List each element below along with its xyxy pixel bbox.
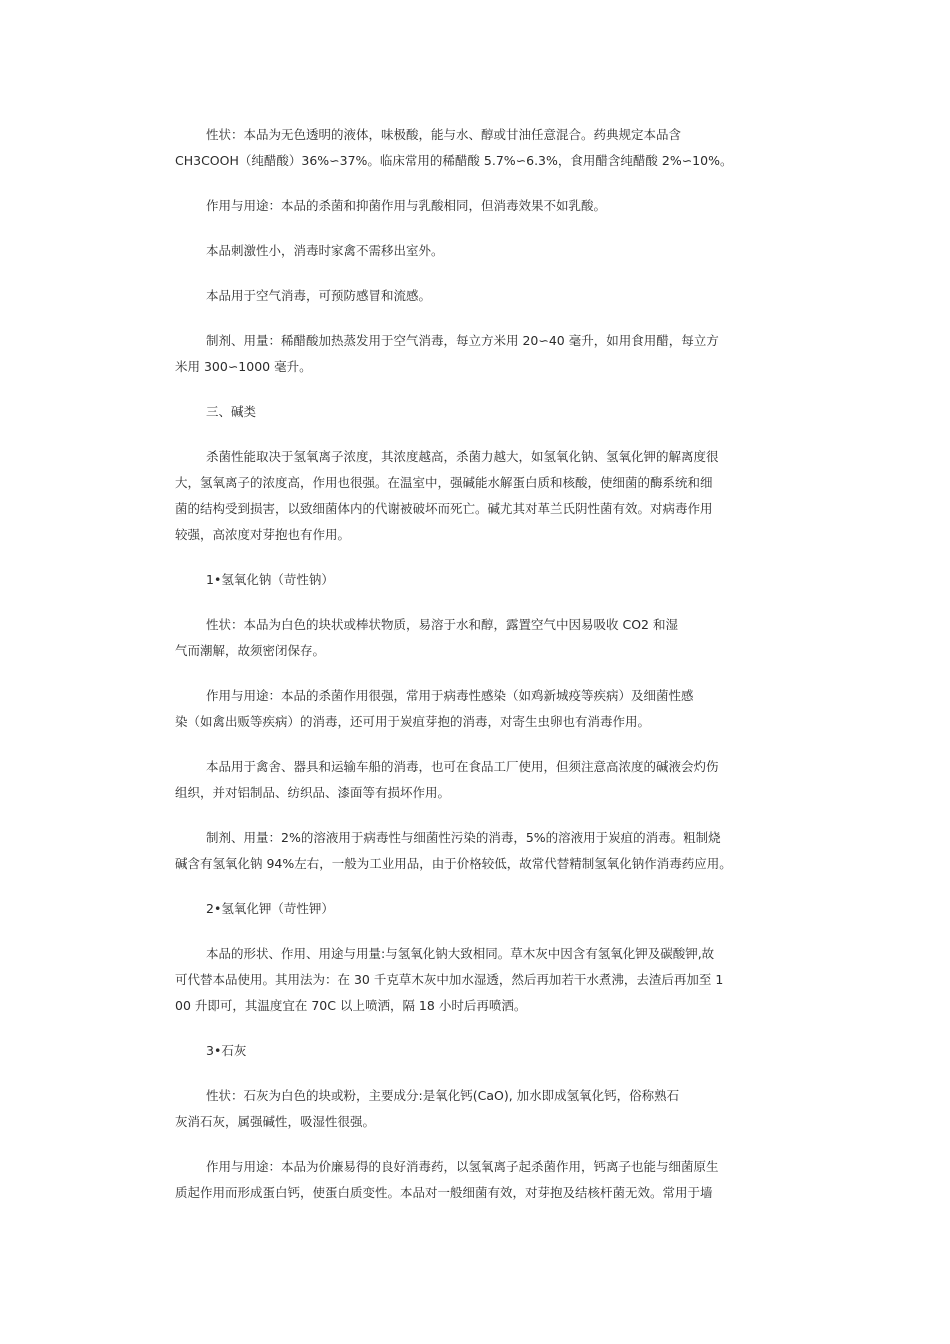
- paragraph-acetic-dosage: [175, 328, 780, 380]
- text-line: 灰消石灰，属强碱性，吸湿性很强。: [175, 1114, 376, 1129]
- paragraph-alkali-intro: [175, 444, 780, 548]
- text-line: CH3COOH（纯醋酸）36%∽37%。临床常用的稀醋酸 5.7%∽6.3%，食用醋含纯醋酸 2%∽10%。: [175, 153, 733, 168]
- text-line: 米用 300∽1000 毫升。: [175, 359, 312, 374]
- subheading-sodium-hydroxide: [175, 567, 780, 593]
- text-line: 质起作用而形成蛋白钙，使蛋白质变性。本品对一般细菌有效，对芽抱及结核杆菌无效。常用于墙: [175, 1185, 713, 1200]
- text-line: 2•氢氧化钾（苛性钾）: [206, 901, 334, 916]
- text-line: 作用与用途：本品的杀菌和抑菌作用与乳酸相同，但消毒效果不如乳酸。: [206, 198, 607, 213]
- text-line: 本品用于禽舍、器具和运输车船的消毒，也可在食品工厂使用，但须注意高浓度的碱液会灼伤: [206, 759, 719, 774]
- text-line: 较强，高浓度对芽抱也有作用。: [175, 527, 351, 542]
- paragraph-acetic-properties: [175, 122, 780, 174]
- paragraph-naoh-properties: [175, 612, 780, 664]
- text-line: 碱含有氢氧化钠 94%左右，一般为工业用品，由于价格较低，故常代替精制氢氧化钠作消毒药应用。: [175, 856, 732, 871]
- paragraph-naoh-usage: [175, 683, 780, 735]
- section-heading-alkalis: [175, 399, 780, 425]
- text-line: 性状：本品为无色透明的液体，味极酸，能与水、醇或甘油任意混合。药典规定本品含: [206, 127, 682, 142]
- text-line: 制剂、用量：稀醋酸加热蒸发用于空气消毒，每立方米用 20∽40 毫升，如用食用醋，每立方: [206, 333, 719, 348]
- text-line: 3•石灰: [206, 1043, 247, 1058]
- paragraph-koh-details: [175, 941, 780, 1019]
- paragraph-lime-properties: [175, 1083, 780, 1135]
- text-line: 可代替本品使用。其用法为：在 30 千克草木灰中加水湿透，然后再加若干水煮沸，去渣后再加至 1: [175, 972, 724, 987]
- paragraph-acetic-air: [175, 283, 780, 309]
- paragraph-naoh-application: [175, 754, 780, 806]
- text-line: 大，氢氧离子的浓度高，作用也很强。在温室中，强碱能水解蛋白质和核酸，使细菌的酶系统和细: [175, 475, 713, 490]
- text-line: 本品的形状、作用、用途与用量:与氢氧化钠大致相同。草木灰中因含有氢氧化钾及碳酸钾,故: [206, 946, 715, 961]
- text-line: 组织，并对铝制品、纺织品、漆面等有损坏作用。: [175, 785, 451, 800]
- text-line: 性状：石灰为白色的块或粉，主要成分:是氧化钙(CaO), 加水即成氢氧化钙，俗称熟石: [206, 1088, 680, 1103]
- text-line: 1•氢氧化钠（苛性钠）: [206, 572, 334, 587]
- text-line: 00 升即可，其温度宜在 70C 以上喷洒，隔 18 小时后再喷洒。: [175, 998, 527, 1013]
- paragraph-acetic-usage: [175, 193, 780, 219]
- text-line: 杀菌性能取决于氢氧离子浓度，其浓度越高，杀菌力越大，如氢氧化钠、氢氧化钾的解离度很: [206, 449, 719, 464]
- subheading-potassium-hydroxide: [175, 896, 780, 922]
- paragraph-lime-usage: [175, 1154, 780, 1206]
- paragraph-acetic-irritation: [175, 238, 780, 264]
- text-line: 性状：本品为白色的块状或棒状物质，易溶于水和醇，露置空气中因易吸收 CO2 和湿: [206, 617, 678, 632]
- paragraph-naoh-dosage: [175, 825, 780, 877]
- subheading-lime: [175, 1038, 780, 1064]
- text-line: 本品用于空气消毒，可预防感冒和流感。: [206, 288, 432, 303]
- text-line: 菌的结构受到损害，以致细菌体内的代谢被破坏而死亡。碱尤其对革兰氏阴性菌有效。对病毒作用: [175, 501, 713, 516]
- text-line: 气而潮解，故须密闭保存。: [175, 643, 326, 658]
- text-line: 染（如禽出贩等疾病）的消毒，还可用于炭疽芽抱的消毒，对寄生虫卵也有消毒作用。: [175, 714, 651, 729]
- text-line: 三、碱类: [206, 404, 257, 419]
- text-line: 制剂、用量：2%的溶液用于病毒性与细菌性污染的消毒，5%的溶液用于炭疽的消毒。粗制烧: [206, 830, 721, 845]
- document-body: [175, 122, 780, 1225]
- text-line: 作用与用途：本品为价廉易得的良好消毒药，以氢氧离子起杀菌作用，钙离子也能与细菌原生: [206, 1159, 719, 1174]
- text-line: 本品刺激性小，消毒时家禽不需移出室外。: [206, 243, 444, 258]
- text-line: 作用与用途：本品的杀菌作用很强，常用于病毒性感染（如鸡新城疫等疾病）及细菌性感: [206, 688, 694, 703]
